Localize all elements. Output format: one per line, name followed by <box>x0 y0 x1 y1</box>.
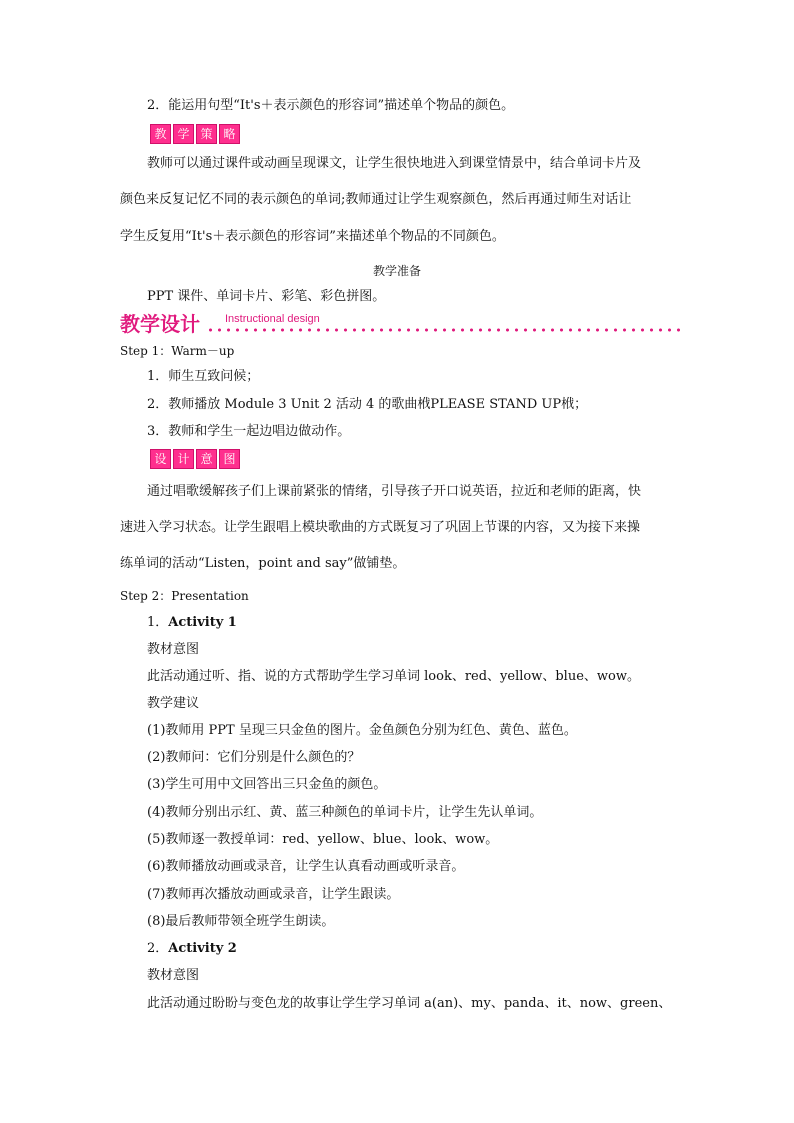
activity-number: 2． <box>147 941 169 956</box>
intent-line-3: 练单词的活动“Listen，point and say”做铺垫。 <box>120 556 406 571</box>
activity-title: Activity 2 <box>168 941 237 956</box>
preparation-title: 教学准备 <box>372 264 421 278</box>
suggestion-item-6: (6)教师播放动画或录音，让学生认真看动画或听录音。 <box>147 859 465 874</box>
section-subtitle: Instructional design <box>225 313 320 325</box>
suggestion-item-7: (7)教师再次播放动画或录音，让学生跟读。 <box>147 887 400 902</box>
teaching-strategy-badge <box>150 124 242 144</box>
badge-char: 计 <box>173 449 194 469</box>
activity-2-heading <box>147 941 237 957</box>
warmup-item-1: 1．师生互致问候； <box>147 369 260 384</box>
badge-char: 设 <box>150 449 171 469</box>
badge-char: 教 <box>150 124 171 144</box>
strategy-line-1: 教师可以通过课件或动画呈现课文，让学生很快地进入到课堂情景中，结合单词卡片及 <box>147 156 642 171</box>
instructional-design-header <box>120 311 682 337</box>
badge-char: 学 <box>173 124 194 144</box>
activity-title: Activity 1 <box>168 615 237 630</box>
badge-char: 图 <box>219 449 240 469</box>
warmup-item-3: 3．教师和学生一起边唱边做动作。 <box>147 424 351 439</box>
suggestion-item-8: (8)最后教师带领全班学生朗读。 <box>147 914 335 929</box>
design-intent-badge <box>150 449 242 469</box>
strategy-line-3: 学生反复用“It's＋表示颜色的形容词”来描述单个物品的不同颜色。 <box>120 229 505 244</box>
warmup-item-2: 2．教师播放 Module 3 Unit 2 活动 4 的歌曲栰PLEASE STAND UP栰； <box>147 397 588 412</box>
step-2-heading: Step 2：Presentation <box>120 589 249 603</box>
preparation-text: PPT 课件、单词卡片、彩笔、彩色拼图。 <box>147 289 386 304</box>
section-title: 教学设计 <box>120 312 200 336</box>
badge-char: 意 <box>196 449 217 469</box>
intent-line-2: 速进入学习状态。让学生跟唱上模块歌曲的方式既复习了巩固上节课的内容，又为接下来操 <box>120 520 641 535</box>
material-intent-label: 教材意图 <box>147 968 200 983</box>
suggestion-item-3: (3)学生可用中文回答出三只金鱼的颜色。 <box>147 777 387 792</box>
suggestion-item-5: (5)教师逐一教授单词：red、yellow、blue、look、wow。 <box>147 832 499 847</box>
suggestion-item-1: (1)教师用 PPT 呈现三只金鱼的图片。金鱼颜色分别为红色、黄色、蓝色。 <box>147 723 577 738</box>
intent-line-1: 通过唱歌缓解孩子们上课前紧张的情绪，引导孩子开口说英语，拉近和老师的距离，快 <box>147 484 642 499</box>
activity-number: 1． <box>147 615 169 630</box>
material-intent-text: 此活动通过听、指、说的方式帮助学生学习单词 look、red、yellow、blue、wow。 <box>147 669 640 684</box>
step-1-heading: Step 1：Warm－up <box>120 344 235 358</box>
activity-1-heading <box>147 615 237 631</box>
material-intent-text: 此活动通过盼盼与变色龙的故事让学生学习单词 a(an)、my、panda、it、now、green、 <box>147 996 672 1011</box>
suggestion-item-4: (4)教师分别出示红、黄、蓝三种颜色的单词卡片，让学生先认单词。 <box>147 805 543 820</box>
objective-2: 2．能运用句型“It's＋表示颜色的形容词”描述单个物品的颜色。 <box>147 98 515 113</box>
badge-char: 略 <box>219 124 240 144</box>
strategy-line-2: 颜色来反复记忆不同的表示颜色的单词;教师通过让学生观察颜色，然后再通过师生对话让 <box>120 192 632 207</box>
teaching-suggestion-label: 教学建议 <box>147 696 200 711</box>
suggestion-item-2: (2)教师问：它们分别是什么颜色的？ <box>147 750 361 765</box>
dotted-rule <box>206 328 682 332</box>
badge-char: 策 <box>196 124 217 144</box>
material-intent-label: 教材意图 <box>147 642 200 657</box>
